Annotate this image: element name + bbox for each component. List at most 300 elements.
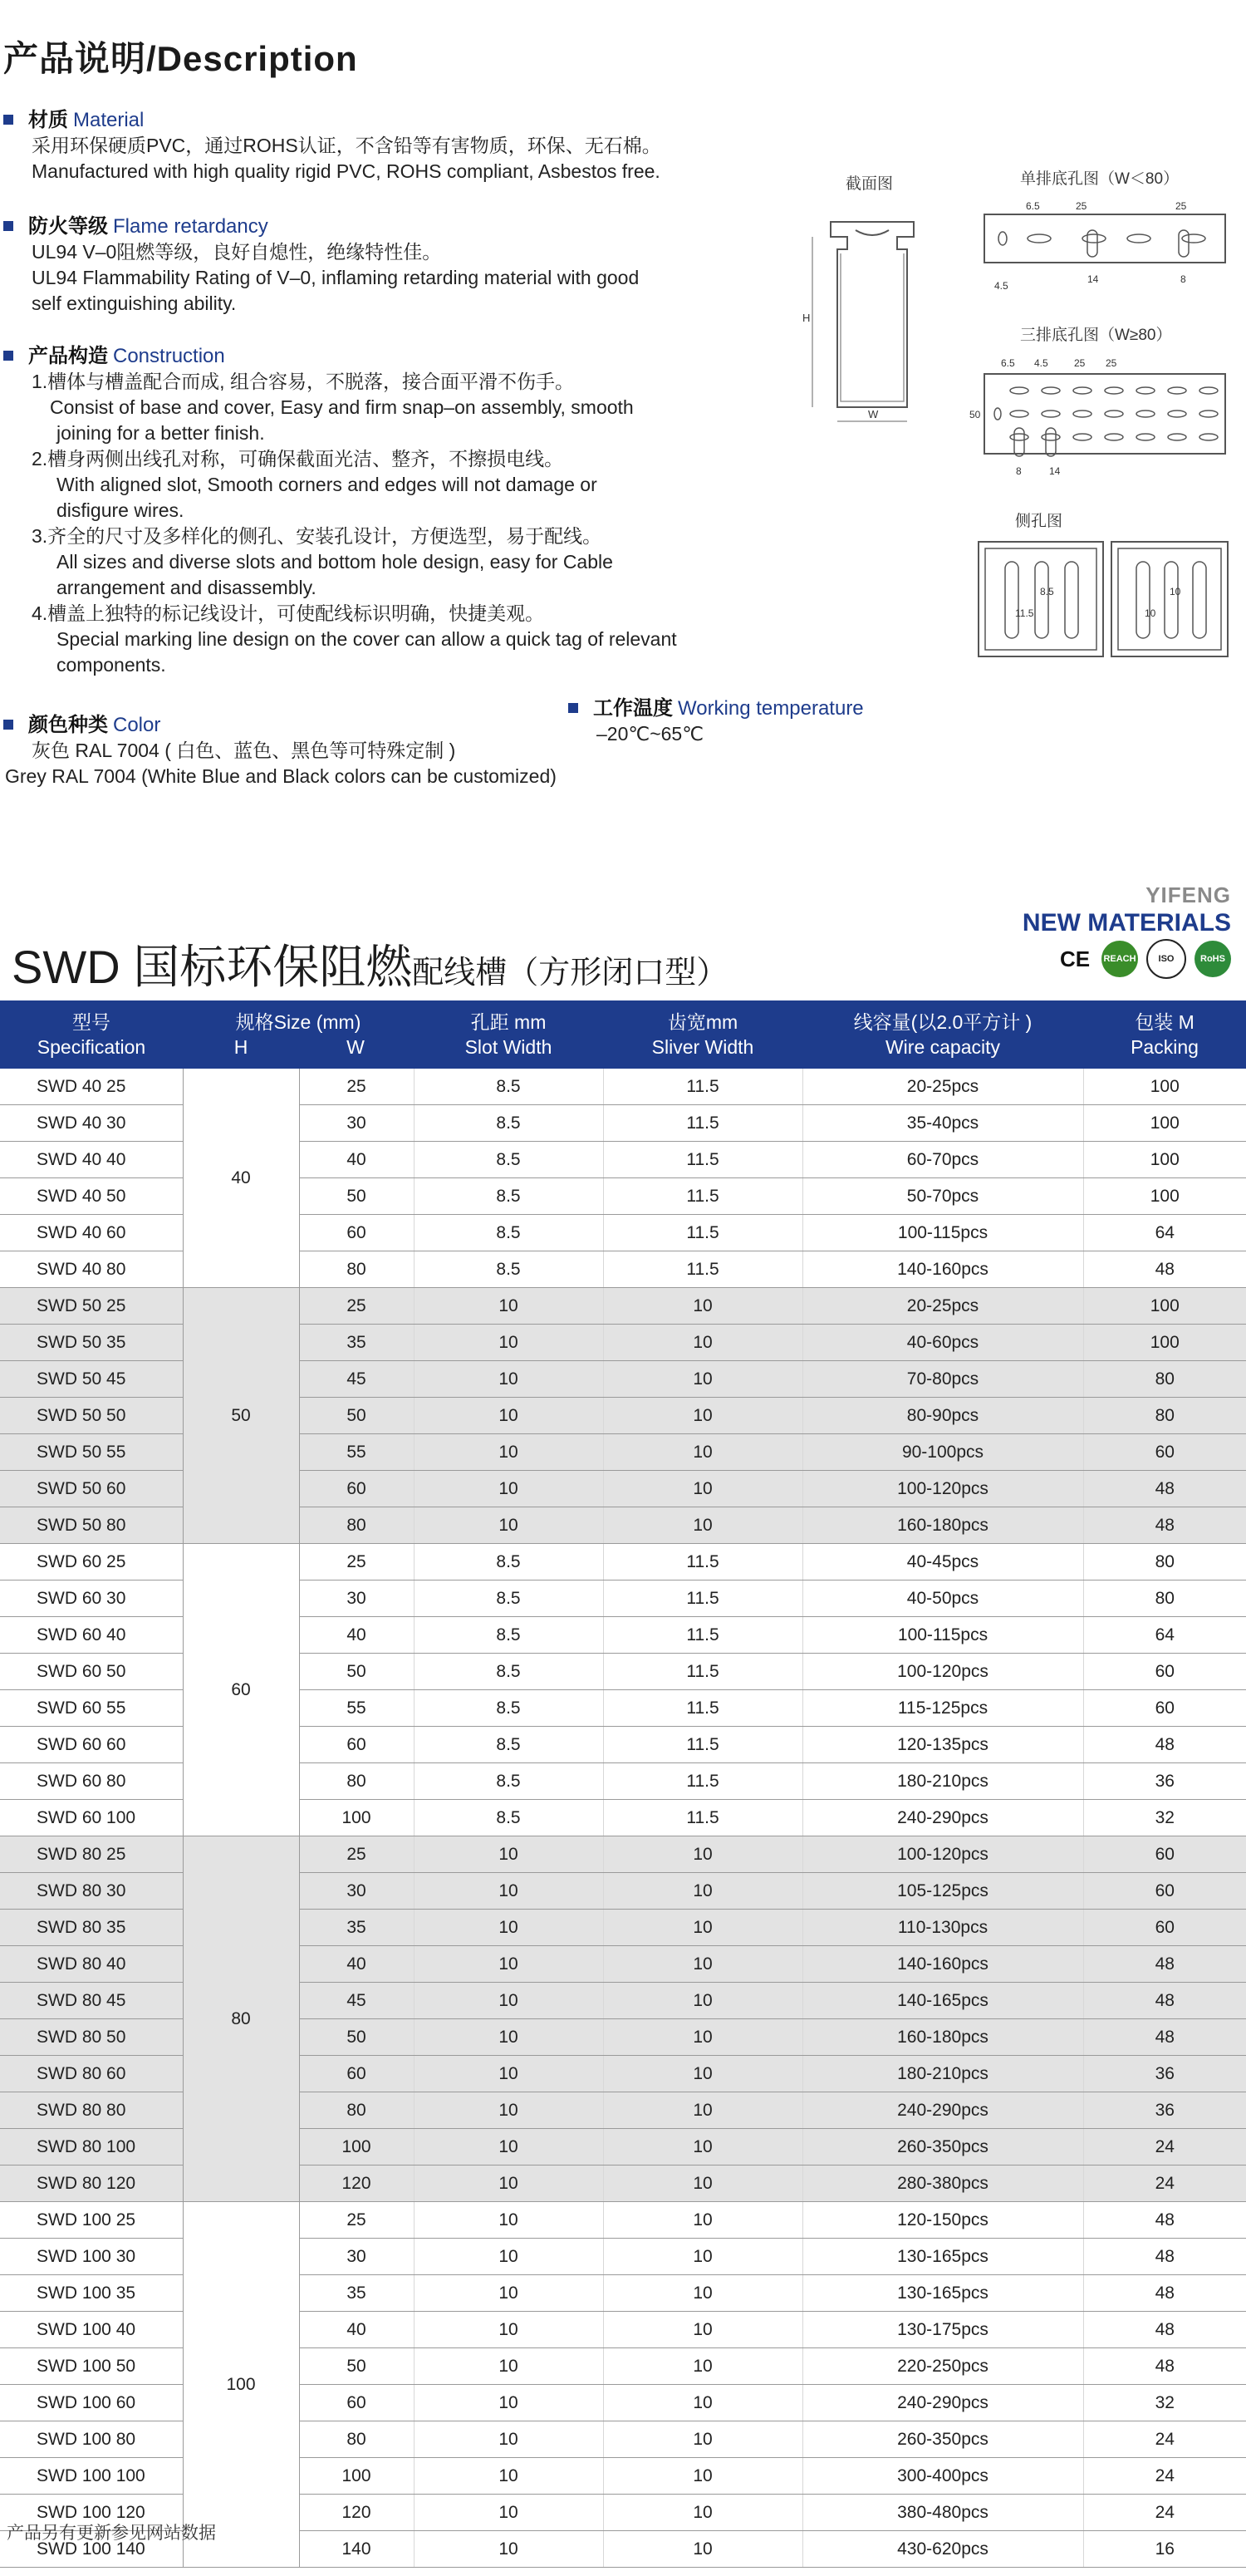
cell-slot-width: 10 xyxy=(414,1288,603,1325)
cell-wire-capacity: 430-620pcs xyxy=(802,2531,1083,2568)
cell-model: SWD 80 25 xyxy=(0,1836,183,1873)
body-line: 3.齐全的尺寸及多样化的侧孔、安装孔设计，方便选型，易于配线。 xyxy=(32,525,602,547)
cell-slot-width: 10 xyxy=(414,1398,603,1434)
cell-slot-width: 8.5 xyxy=(414,1800,603,1836)
cell-sliver-width: 10 xyxy=(603,2458,802,2495)
cell-packing: 48 xyxy=(1083,2239,1246,2275)
cell-width: 100 xyxy=(299,1800,414,1836)
body-line: 采用环保硬质PVC，通过ROHS认证，不含铅等有害物质，环保、无石棉。 xyxy=(32,135,661,156)
header-model: 型号 Specification xyxy=(0,1000,183,1069)
dim-25: 25 xyxy=(1076,200,1087,212)
cell-wire-capacity: 80-90pcs xyxy=(802,1398,1083,1434)
dim-4-5: 4.5 xyxy=(994,280,1008,292)
cell-slot-width: 10 xyxy=(414,2166,603,2202)
cell-model: SWD 80 100 xyxy=(0,2129,183,2166)
cell-wire-capacity: 90-100pcs xyxy=(802,1434,1083,1471)
cell-sliver-width: 10 xyxy=(603,1361,802,1398)
cell-model: SWD 60 60 xyxy=(0,1727,183,1763)
cell-model: SWD 60 100 xyxy=(0,1800,183,1836)
cell-sliver-width: 10 xyxy=(603,2129,802,2166)
cell-wire-capacity: 110-130pcs xyxy=(802,1910,1083,1946)
cell-width: 100 xyxy=(299,2129,414,2166)
cell-slot-width: 10 xyxy=(414,2458,603,2495)
cell-model: SWD 60 40 xyxy=(0,1617,183,1654)
triple-row-hole-diagram xyxy=(968,345,1234,482)
cell-sliver-width: 10 xyxy=(603,2056,802,2092)
dim-11-5: 11.5 xyxy=(1015,607,1034,619)
cell-width: 140 xyxy=(299,2531,414,2568)
ce-mark-icon: CE xyxy=(1057,941,1093,977)
spec-table xyxy=(0,1000,1246,2568)
cell-packing: 100 xyxy=(1083,1105,1246,1142)
cell-sliver-width: 11.5 xyxy=(603,1654,802,1690)
cell-packing: 80 xyxy=(1083,1544,1246,1581)
table-row xyxy=(0,1544,1246,1581)
cell-wire-capacity: 115-125pcs xyxy=(802,1690,1083,1727)
cell-model: SWD 80 30 xyxy=(0,1873,183,1910)
cell-sliver-width: 10 xyxy=(603,2348,802,2385)
cell-sliver-width: 10 xyxy=(603,2275,802,2312)
dim-25: 25 xyxy=(1106,357,1117,369)
brand-logo xyxy=(1023,881,1231,937)
cell-width: 40 xyxy=(299,1142,414,1178)
cell-packing: 64 xyxy=(1083,1215,1246,1251)
cell-slot-width: 10 xyxy=(414,2385,603,2421)
cell-packing: 64 xyxy=(1083,1617,1246,1654)
cell-model: SWD 80 35 xyxy=(0,1910,183,1946)
temperature-heading: 工作温度 Working temperature xyxy=(568,696,984,721)
cell-wire-capacity: 130-165pcs xyxy=(802,2275,1083,2312)
cell-wire-capacity: 300-400pcs xyxy=(802,2458,1083,2495)
body-line: 灰色 RAL 7004 ( 白色、蓝色、黑色等可特殊定制 ) xyxy=(32,740,456,761)
cell-model: SWD 60 25 xyxy=(0,1544,183,1581)
cell-slot-width: 10 xyxy=(414,2275,603,2312)
single-row-hole-diagram xyxy=(976,189,1234,297)
temperature-body xyxy=(596,721,984,747)
cell-model: SWD 80 60 xyxy=(0,2056,183,2092)
cell-packing: 48 xyxy=(1083,1471,1246,1507)
cell-slot-width: 10 xyxy=(414,2239,603,2275)
cell-model: SWD 100 50 xyxy=(0,2348,183,2385)
cell-slot-width: 10 xyxy=(414,1325,603,1361)
cell-width: 30 xyxy=(299,1873,414,1910)
cell-sliver-width: 11.5 xyxy=(603,1178,802,1215)
cell-wire-capacity: 240-290pcs xyxy=(802,1800,1083,1836)
cell-packing: 36 xyxy=(1083,2092,1246,2129)
cell-sliver-width: 10 xyxy=(603,1434,802,1471)
bullet-icon xyxy=(3,221,13,231)
body-line: 1.槽体与槽盖配合而成, 组合容易，不脱落，接合面平滑不伤手。 xyxy=(32,371,574,392)
cell-width: 120 xyxy=(299,2166,414,2202)
cell-sliver-width: 10 xyxy=(603,2202,802,2239)
cell-width: 25 xyxy=(299,1544,414,1581)
cell-width: 35 xyxy=(299,2275,414,2312)
cell-slot-width: 8.5 xyxy=(414,1727,603,1763)
cell-wire-capacity: 240-290pcs xyxy=(802,2385,1083,2421)
cell-model: SWD 80 120 xyxy=(0,2166,183,2202)
cell-slot-width: 8.5 xyxy=(414,1763,603,1800)
cell-sliver-width: 10 xyxy=(603,1507,802,1544)
cell-packing: 48 xyxy=(1083,1507,1246,1544)
cell-model: SWD 60 50 xyxy=(0,1654,183,1690)
table-body xyxy=(0,1069,1246,2568)
cell-width: 60 xyxy=(299,1471,414,1507)
flame-body xyxy=(32,239,784,317)
cell-sliver-width: 10 xyxy=(603,1910,802,1946)
cell-sliver-width: 10 xyxy=(603,1836,802,1873)
body-line: self extinguishing ability. xyxy=(32,293,237,314)
cell-wire-capacity: 40-60pcs xyxy=(802,1325,1083,1361)
brand-name: YIFENG xyxy=(1145,882,1231,907)
cell-wire-capacity: 130-175pcs xyxy=(802,2312,1083,2348)
cell-wire-capacity: 50-70pcs xyxy=(802,1178,1083,1215)
cell-packing: 24 xyxy=(1083,2495,1246,2531)
cell-width: 55 xyxy=(299,1690,414,1727)
body-line: 4.槽盖上独特的标记线设计，可使配线标识明确，快捷美观。 xyxy=(32,602,545,624)
cell-slot-width: 10 xyxy=(414,1507,603,1544)
table-row xyxy=(0,1069,1246,1105)
cell-packing: 48 xyxy=(1083,1946,1246,1983)
cell-packing: 100 xyxy=(1083,1069,1246,1105)
cell-packing: 48 xyxy=(1083,1727,1246,1763)
cell-slot-width: 8.5 xyxy=(414,1544,603,1581)
cell-width: 40 xyxy=(299,1617,414,1654)
cell-packing: 60 xyxy=(1083,1910,1246,1946)
dim-50: 50 xyxy=(969,409,981,420)
cell-wire-capacity: 240-290pcs xyxy=(802,2092,1083,2129)
header-packing: 包装 M Packing xyxy=(1083,1000,1246,1069)
construction-heading: 产品构造 Construction xyxy=(3,344,784,369)
dim-6-5: 6.5 xyxy=(1026,200,1040,212)
brand-subtitle: NEW MATERIALS xyxy=(1022,909,1231,937)
cell-model: SWD 100 120 xyxy=(0,2495,183,2531)
cell-sliver-width: 10 xyxy=(603,1983,802,2019)
cell-wire-capacity: 105-125pcs xyxy=(802,1873,1083,1910)
cell-slot-width: 10 xyxy=(414,1361,603,1398)
body-line: Manufactured with high quality rigid PVC, ROHS compliant, Asbestos free. xyxy=(32,160,660,182)
cell-slot-width: 10 xyxy=(414,1983,603,2019)
cell-width: 50 xyxy=(299,2019,414,2056)
body-line: disfigure wires. xyxy=(56,499,184,521)
cell-slot-width: 10 xyxy=(414,2056,603,2092)
header-sliver-width: 齿宽mm Sliver Width xyxy=(603,1000,802,1069)
cell-packing: 32 xyxy=(1083,2385,1246,2421)
cell-width: 50 xyxy=(299,1178,414,1215)
certification-icons xyxy=(1057,939,1231,979)
cell-sliver-width: 11.5 xyxy=(603,1544,802,1581)
cell-width: 45 xyxy=(299,1361,414,1398)
cell-packing: 80 xyxy=(1083,1398,1246,1434)
cell-sliver-width: 10 xyxy=(603,2166,802,2202)
cell-packing: 48 xyxy=(1083,2202,1246,2239)
cell-packing: 24 xyxy=(1083,2129,1246,2166)
cell-model: SWD 40 50 xyxy=(0,1178,183,1215)
bullet-icon xyxy=(3,720,13,730)
cell-sliver-width: 10 xyxy=(603,1873,802,1910)
cell-slot-width: 10 xyxy=(414,2202,603,2239)
iso-icon: ISO xyxy=(1146,939,1186,979)
cell-width: 100 xyxy=(299,2458,414,2495)
body-line: Consist of base and cover, Easy and firm snap–on assembly, smooth xyxy=(50,396,634,418)
cell-packing: 100 xyxy=(1083,1142,1246,1178)
cell-model: SWD 100 60 xyxy=(0,2385,183,2421)
cell-sliver-width: 10 xyxy=(603,2531,802,2568)
cell-width: 80 xyxy=(299,1763,414,1800)
cell-slot-width: 10 xyxy=(414,2495,603,2531)
cell-packing: 24 xyxy=(1083,2166,1246,2202)
cell-slot-width: 8.5 xyxy=(414,1069,603,1105)
cell-width: 25 xyxy=(299,1069,414,1105)
dim-h: H xyxy=(802,312,811,324)
material-body xyxy=(32,133,784,184)
cell-wire-capacity: 100-120pcs xyxy=(802,1836,1083,1873)
cell-slot-width: 8.5 xyxy=(414,1251,603,1288)
cell-sliver-width: 10 xyxy=(603,2092,802,2129)
cell-height: 50 xyxy=(183,1288,299,1544)
cell-wire-capacity: 35-40pcs xyxy=(802,1105,1083,1142)
cell-sliver-width: 11.5 xyxy=(603,1251,802,1288)
bullet-icon xyxy=(568,703,578,713)
flame-section xyxy=(3,214,784,317)
body-line: 2.槽身两侧出线孔对称，可确保截面光洁、整齐，不擦损电线。 xyxy=(32,448,564,469)
cell-model: SWD 60 80 xyxy=(0,1763,183,1800)
cell-model: SWD 50 45 xyxy=(0,1361,183,1398)
cell-model: SWD 100 80 xyxy=(0,2421,183,2458)
cell-wire-capacity: 140-160pcs xyxy=(802,1251,1083,1288)
cell-packing: 48 xyxy=(1083,2312,1246,2348)
cell-slot-width: 10 xyxy=(414,2129,603,2166)
cell-wire-capacity: 160-180pcs xyxy=(802,2019,1083,2056)
cross-section-diagram xyxy=(797,212,939,432)
cell-width: 35 xyxy=(299,1325,414,1361)
table-row xyxy=(0,2202,1246,2239)
cell-slot-width: 10 xyxy=(414,1946,603,1983)
cell-slot-width: 10 xyxy=(414,1873,603,1910)
cell-width: 40 xyxy=(299,1946,414,1983)
cell-model: SWD 50 80 xyxy=(0,1507,183,1544)
cell-slot-width: 8.5 xyxy=(414,1215,603,1251)
cell-packing: 48 xyxy=(1083,2275,1246,2312)
cell-packing: 48 xyxy=(1083,2348,1246,2385)
cell-width: 55 xyxy=(299,1434,414,1471)
table-header-row xyxy=(0,1000,1246,1069)
cell-sliver-width: 11.5 xyxy=(603,1617,802,1654)
cell-wire-capacity: 20-25pcs xyxy=(802,1288,1083,1325)
cell-packing: 100 xyxy=(1083,1288,1246,1325)
triple-row-hole-label: 三排底孔图（W≥80） xyxy=(1020,327,1172,344)
cell-width: 50 xyxy=(299,1398,414,1434)
dim-14: 14 xyxy=(1087,273,1099,285)
table-row xyxy=(0,1288,1246,1325)
cell-wire-capacity: 260-350pcs xyxy=(802,2421,1083,2458)
cell-packing: 32 xyxy=(1083,1800,1246,1836)
cell-model: SWD 100 35 xyxy=(0,2275,183,2312)
cell-packing: 60 xyxy=(1083,1654,1246,1690)
cell-slot-width: 8.5 xyxy=(414,1142,603,1178)
page-title: 产品说明/Description xyxy=(3,39,358,78)
cell-height: 40 xyxy=(183,1069,299,1288)
cell-model: SWD 40 30 xyxy=(0,1105,183,1142)
cell-slot-width: 10 xyxy=(414,2092,603,2129)
cell-width: 30 xyxy=(299,2239,414,2275)
cell-width: 80 xyxy=(299,2092,414,2129)
cell-width: 80 xyxy=(299,1507,414,1544)
cell-width: 60 xyxy=(299,1727,414,1763)
cell-sliver-width: 11.5 xyxy=(603,1763,802,1800)
cell-slot-width: 10 xyxy=(414,2019,603,2056)
cell-model: SWD 40 40 xyxy=(0,1142,183,1178)
cell-wire-capacity: 40-45pcs xyxy=(802,1544,1083,1581)
flame-heading: 防火等级 Flame retardancy xyxy=(3,214,784,239)
cell-sliver-width: 10 xyxy=(603,2495,802,2531)
header-size: 规格Size (mm) H W xyxy=(183,1000,414,1069)
body-line: Grey RAL 7004 (White Blue and Black colors can be customized) xyxy=(5,765,557,787)
cell-sliver-width: 10 xyxy=(603,1288,802,1325)
body-line: All sizes and diverse slots and bottom hole design, easy for Cable xyxy=(56,551,613,573)
cell-model: SWD 50 55 xyxy=(0,1434,183,1471)
cell-height: 80 xyxy=(183,1836,299,2202)
body-line: arrangement and disassembly. xyxy=(56,577,316,598)
cell-model: SWD 100 25 xyxy=(0,2202,183,2239)
cell-packing: 60 xyxy=(1083,1690,1246,1727)
dim-10: 10 xyxy=(1145,607,1156,619)
cell-height: 100 xyxy=(183,2202,299,2568)
body-line: joining for a better finish. xyxy=(56,422,265,444)
cell-packing: 16 xyxy=(1083,2531,1246,2568)
cell-width: 25 xyxy=(299,1836,414,1873)
cell-packing: 48 xyxy=(1083,1983,1246,2019)
cell-model: SWD 80 40 xyxy=(0,1946,183,1983)
body-line: components. xyxy=(56,654,166,676)
cell-wire-capacity: 40-50pcs xyxy=(802,1581,1083,1617)
header-wire-capacity: 线容量(以2.0平方计 ) Wire capacity xyxy=(802,1000,1083,1069)
dim-8-5: 8.5 xyxy=(1040,586,1054,597)
cell-sliver-width: 10 xyxy=(603,2385,802,2421)
cell-model: SWD 40 25 xyxy=(0,1069,183,1105)
cell-model: SWD 50 35 xyxy=(0,1325,183,1361)
cell-sliver-width: 11.5 xyxy=(603,1727,802,1763)
cell-width: 30 xyxy=(299,1105,414,1142)
cell-sliver-width: 11.5 xyxy=(603,1105,802,1142)
cell-wire-capacity: 70-80pcs xyxy=(802,1361,1083,1398)
cell-sliver-width: 11.5 xyxy=(603,1581,802,1617)
product-title xyxy=(12,931,728,997)
cell-wire-capacity: 140-160pcs xyxy=(802,1946,1083,1983)
cell-slot-width: 8.5 xyxy=(414,1690,603,1727)
dim-25: 25 xyxy=(1175,200,1187,212)
cell-width: 50 xyxy=(299,1654,414,1690)
color-heading: 颜色种类 Color xyxy=(3,713,784,738)
cell-sliver-width: 11.5 xyxy=(603,1215,802,1251)
cell-wire-capacity: 100-120pcs xyxy=(802,1471,1083,1507)
cell-width: 60 xyxy=(299,2056,414,2092)
cell-slot-width: 10 xyxy=(414,1471,603,1507)
body-line: –20℃~65℃ xyxy=(596,723,704,745)
cell-model: SWD 50 25 xyxy=(0,1288,183,1325)
temperature-section xyxy=(568,696,984,747)
cell-model: SWD 100 30 xyxy=(0,2239,183,2275)
rohs-icon: RoHS xyxy=(1194,941,1231,977)
construction-section xyxy=(3,344,784,678)
cell-width: 80 xyxy=(299,2421,414,2458)
dim-6-5: 6.5 xyxy=(1001,357,1015,369)
body-line: UL94 V–0阻燃等级，良好自熄性，绝缘特性佳。 xyxy=(32,241,442,263)
product-title-sub: 配线槽（方形闭口型） xyxy=(412,956,728,991)
cell-packing: 24 xyxy=(1083,2421,1246,2458)
cell-sliver-width: 11.5 xyxy=(603,1142,802,1178)
cell-width: 30 xyxy=(299,1581,414,1617)
cell-slot-width: 10 xyxy=(414,2348,603,2385)
cell-sliver-width: 10 xyxy=(603,1325,802,1361)
cell-model: SWD 40 80 xyxy=(0,1251,183,1288)
cross-section-label: 截面图 xyxy=(846,175,894,193)
cell-model: SWD 80 80 xyxy=(0,2092,183,2129)
cell-sliver-width: 11.5 xyxy=(603,1800,802,1836)
cell-wire-capacity: 20-25pcs xyxy=(802,1069,1083,1105)
cell-packing: 100 xyxy=(1083,1325,1246,1361)
dim-25: 25 xyxy=(1074,357,1086,369)
cell-width: 60 xyxy=(299,2385,414,2421)
cell-wire-capacity: 100-115pcs xyxy=(802,1617,1083,1654)
cell-wire-capacity: 100-120pcs xyxy=(802,1654,1083,1690)
cell-model: SWD 80 45 xyxy=(0,1983,183,2019)
cell-width: 80 xyxy=(299,1251,414,1288)
product-title-main: SWD 国标环保阻燃 xyxy=(12,941,413,993)
cell-packing: 80 xyxy=(1083,1581,1246,1617)
cell-slot-width: 8.5 xyxy=(414,1654,603,1690)
cell-packing: 36 xyxy=(1083,2056,1246,2092)
cell-sliver-width: 11.5 xyxy=(603,1690,802,1727)
body-line: Special marking line design on the cover can allow a quick tag of relevant xyxy=(56,628,677,650)
cell-model: SWD 60 55 xyxy=(0,1690,183,1727)
cell-slot-width: 10 xyxy=(414,2421,603,2458)
construction-body xyxy=(32,369,784,678)
bullet-icon xyxy=(3,351,13,361)
cell-packing: 100 xyxy=(1083,1178,1246,1215)
cell-model: SWD 100 140 xyxy=(0,2531,183,2568)
cell-slot-width: 10 xyxy=(414,1910,603,1946)
cell-packing: 80 xyxy=(1083,1361,1246,1398)
cell-sliver-width: 10 xyxy=(603,2239,802,2275)
cell-wire-capacity: 120-150pcs xyxy=(802,2202,1083,2239)
dim-8: 8 xyxy=(1016,465,1022,477)
material-heading: 材质 Material xyxy=(3,108,784,133)
cell-model: SWD 100 40 xyxy=(0,2312,183,2348)
cell-wire-capacity: 120-135pcs xyxy=(802,1727,1083,1763)
cell-packing: 24 xyxy=(1083,2458,1246,2495)
cell-sliver-width: 10 xyxy=(603,2421,802,2458)
cell-slot-width: 8.5 xyxy=(414,1105,603,1142)
footer-note: 产品另有更新参见网站数据 xyxy=(7,2524,216,2543)
cell-width: 40 xyxy=(299,2312,414,2348)
cell-width: 25 xyxy=(299,2202,414,2239)
cell-packing: 48 xyxy=(1083,2019,1246,2056)
cell-wire-capacity: 280-380pcs xyxy=(802,2166,1083,2202)
dim-8: 8 xyxy=(1180,273,1186,285)
cell-wire-capacity: 260-350pcs xyxy=(802,2129,1083,2166)
cell-model: SWD 40 60 xyxy=(0,1215,183,1251)
cell-model: SWD 50 50 xyxy=(0,1398,183,1434)
cell-width: 35 xyxy=(299,1910,414,1946)
cell-sliver-width: 10 xyxy=(603,1398,802,1434)
cell-width: 120 xyxy=(299,2495,414,2531)
dim-10: 10 xyxy=(1170,586,1181,597)
cell-wire-capacity: 220-250pcs xyxy=(802,2348,1083,2385)
side-hole-diagram xyxy=(974,537,1231,661)
dim-14: 14 xyxy=(1049,465,1061,477)
reach-icon: REACH xyxy=(1101,941,1138,977)
material-section xyxy=(3,108,784,184)
